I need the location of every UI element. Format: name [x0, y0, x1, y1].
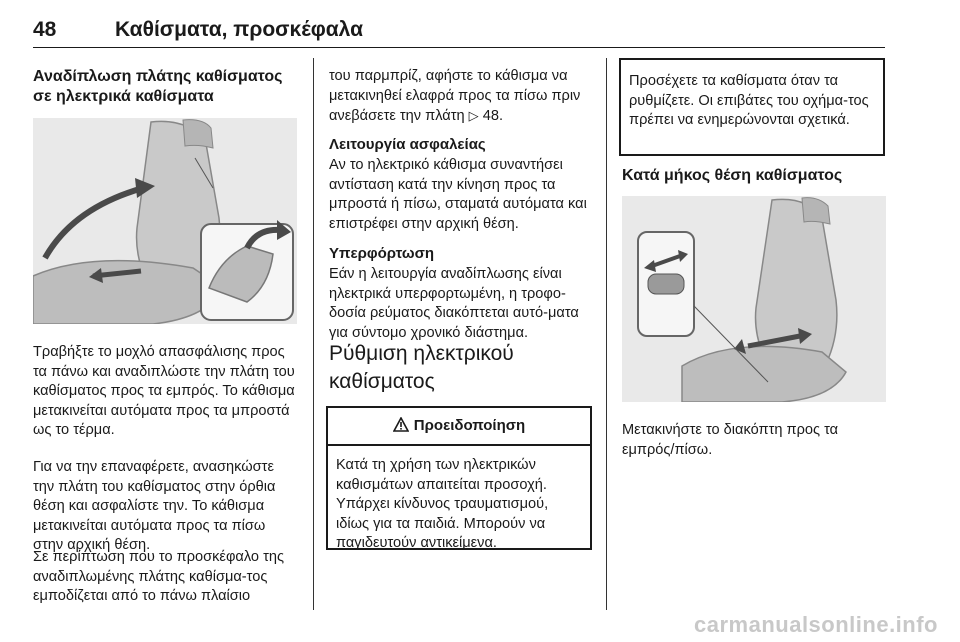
warning-title: Προειδοποίηση: [413, 417, 526, 434]
fold-paragraph-1: Τραβήξτε το μοχλό απασφάλισης προς τα πάνω και αναδιπλώστε την πλάτη του καθίσματος προς τα εμπρός. Το κάθισμα μετακινείται αυτόματα προς τα μπροστά ως το τέρμα.: [33, 344, 295, 438]
folding-seat-icon: [33, 118, 297, 324]
fold-paragraph-3: Σε περίπτωση που το προσκέφαλο της αναδιπλωμένης πλάτης καθίσμα-τος εμποδίζεται από το πάνω πλαίσιο: [33, 549, 285, 604]
warning-header: [328, 408, 590, 446]
longitudinal-paragraph: Μετακινήστε το διακόπτη προς τα εμπρός/πίσω.: [622, 422, 839, 458]
column-divider-1: [313, 58, 314, 610]
seat-slide-switch-illustration: [622, 196, 886, 402]
overload-paragraph: Εάν η λειτουργία αναδίπλωσης είναι ηλεκτρικά υπερφορτωμένη, η τροφο-δοσία ρεύματος διακόπτεται αυτό-ματα για σύντομο χρονικό διάστημα.: [329, 266, 579, 341]
warning-box: [326, 406, 592, 550]
page-number: 48: [33, 18, 57, 41]
section-title-electric-seat: Ρύθμιση ηλεκτρικού καθίσματος: [329, 342, 514, 393]
overload-heading: Υπερφόρτωση: [329, 245, 435, 262]
note-text: Προσέχετε τα καθίσματα όταν τα ρυθμίζετε. Οι επιβάτες του οχήμα-τος πρέπει να ενημερώνονται σχετικά.: [629, 73, 869, 128]
folding-seat-illustration: [33, 118, 297, 324]
safety-heading: Λειτουργία ασφαλείας: [329, 136, 486, 153]
page-title: Καθίσματα, προσκέφαλα: [115, 18, 363, 41]
safety-paragraph: Αν το ηλεκτρικό κάθισμα συναντήσει αντίσταση κατά την κίνηση προς τα μπροστά ή πίσω, σταματά αυτόματα και επιστρέφει στην αρχική θέση.: [329, 157, 587, 232]
warning-triangle-icon: [393, 410, 409, 446]
warning-text: Κατά τη χρήση των ηλεκτρικών καθισμάτων απαιτείται προσοχή. Υπάρχει κίνδυνος τραυματισμού, ιδίως για τα παιδιά. Μπορούν να παγιδευτούν αντικείμενα.: [336, 457, 549, 551]
fold-paragraph-2: Για να την επαναφέρετε, ανασηκώστε την πλάτη του καθίσματος στην όρθια θέση και ασφαλίστε την. Το κάθισμα μετακινείται αυτόματα προς τα πίσω στην αρχική θέση.: [33, 459, 276, 553]
watermark: carmanualsonline.info: [694, 612, 938, 637]
seat-slide-switch-icon: [622, 196, 886, 402]
page-header: [33, 14, 885, 48]
section-heading-fold: Αναδίπλωση πλάτης καθίσματος σε ηλεκτρικά καθίσματα: [33, 68, 283, 105]
column-divider-2: [606, 58, 607, 610]
fold-paragraph-continued: [329, 67, 591, 127]
page-reference-arrow-icon: ▷: [468, 108, 479, 123]
page-reference-link[interactable]: 48.: [482, 108, 504, 124]
section-heading-longitudinal: Κατά μήκος θέση καθίσματος: [622, 167, 843, 184]
fold-paragraph-continued-text: του παρμπρίζ, αφήστε το κάθισμα να μετακινηθεί ελαφρά προς τα πίσω πριν ανεβάσετε την πλάτη: [329, 68, 581, 124]
note-box: [619, 58, 885, 156]
header-rule: [33, 47, 885, 48]
